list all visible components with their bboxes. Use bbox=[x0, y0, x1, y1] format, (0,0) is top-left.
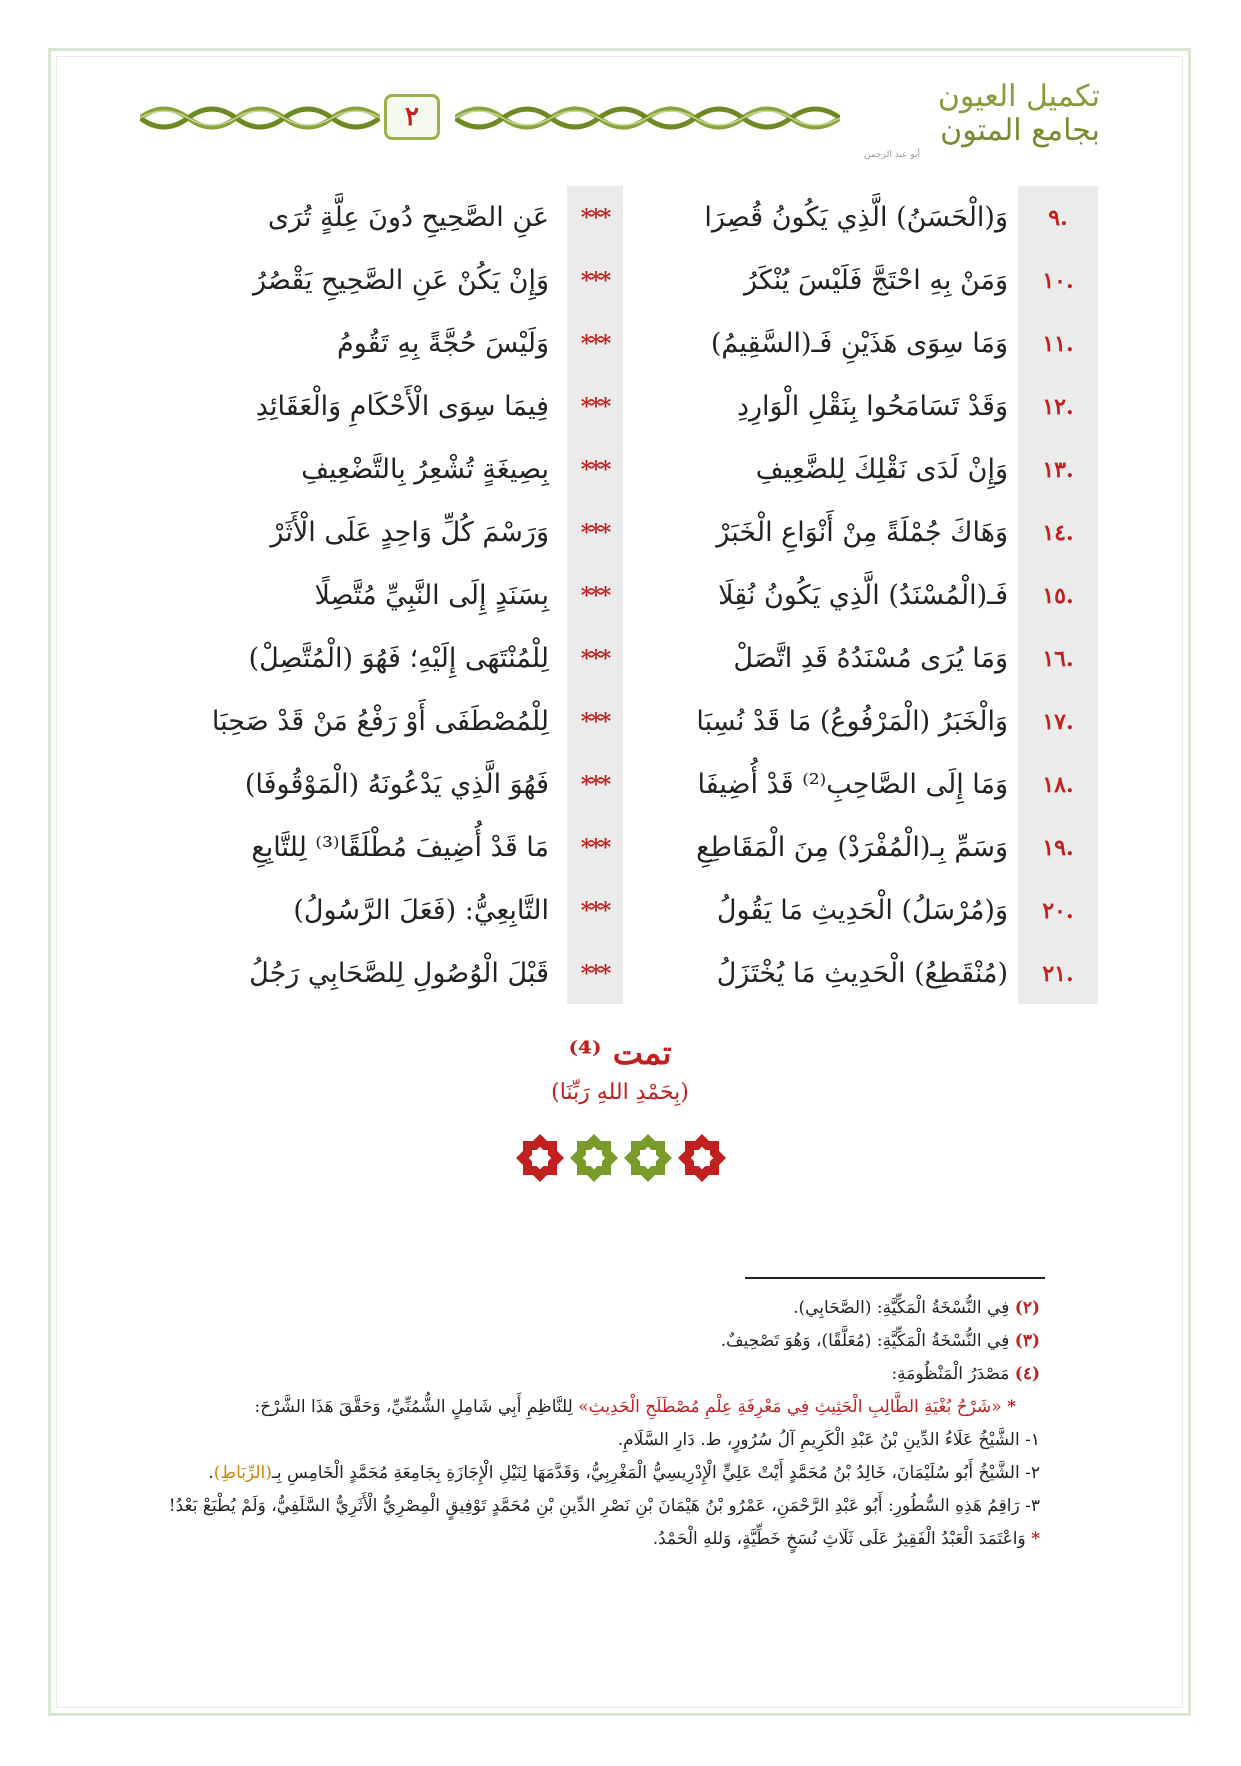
verse-row bbox=[148, 375, 1098, 438]
source-book-note: لِلنَّاظِمِ أَبِي شَامِلٍ الشُّمُنِّيِّ، وَحَقَّقَ هَذَا الشَّرْحَ: bbox=[254, 1397, 573, 1417]
verse-row bbox=[148, 312, 1098, 375]
braid-ornament-right bbox=[455, 100, 840, 136]
verse-separator: *** bbox=[580, 456, 610, 483]
verse-separator: *** bbox=[580, 645, 610, 672]
verse-separator: *** bbox=[580, 204, 610, 231]
verse-first-hemistich: وَقَدْ تَسَامَحُوا بِنَقْلِ الْوَارِدِ bbox=[736, 391, 1008, 422]
verse-number: .٢٠ bbox=[1042, 897, 1074, 924]
page-header bbox=[140, 80, 1100, 160]
editor-2-text: ٢- الشَّيْخُ أَبُو سُلَيْمَانَ، خَالِدُ بْنُ مُحَمَّدٍ أَيْتْ عَلِيٍّ الْإِدْرِيسِيُّ الْمَغْرِبِيُّ، وَقَدَّمَهَا لِنَيْلِ الْإِجَازَةِ بِجَامِعَةِ مُحَمَّدٍ الْخَامِسِ بِـ bbox=[271, 1463, 1040, 1483]
footnote-separator bbox=[745, 1277, 1045, 1279]
verse-second-hemistich: مَا قَدْ أُضِيفَ مُطْلَقًا⁽³⁾ لِلتَّابِعِ bbox=[251, 832, 549, 863]
verse-first-hemistich: وَ(مُرْسَلُ) الْحَدِيثِ مَا يَقُولُ bbox=[716, 895, 1008, 926]
footnote-editor-1: ١- الشَّيْخُ عَلَاءُ الدِّينِ بْنُ عَبْدِ الْكَرِيمِ آلُ سُرُورٍ، ط. دَارِ السَّلَامِ. bbox=[617, 1430, 1040, 1450]
title-line-1: تكميل العيون bbox=[937, 79, 1100, 114]
verse-number: .١٣ bbox=[1042, 456, 1074, 483]
verse-first-hemistich: وَمَنْ بِهِ احْتَجَّ فَلَيْسَ يُنْكَرُ bbox=[743, 265, 1008, 296]
footnote-text: مَصْدَرُ الْمَنْظُومَةِ: bbox=[891, 1364, 1010, 1384]
verse-second-hemistich: لِلْمُنْتَهَى إِلَيْهِ؛ فَهُوَ (الْمُتَّصِلْ) bbox=[248, 643, 549, 674]
footnote-text: فِي النُّسْخَةُ الْمَكِّيَّةِ: (مُعَلَّقًا)، وَهُوَ تَصْحِيفٌ. bbox=[720, 1331, 1010, 1351]
verse-number: .١٢ bbox=[1042, 393, 1074, 420]
verse-table bbox=[148, 186, 1098, 1005]
verse-second-hemistich: بِسَنَدٍ إِلَى النَّبِيِّ مُتَّصِلًا bbox=[314, 580, 549, 611]
verse-first-hemistich: (مُنْقَطِعُ) الْحَدِيثِ مَا يُخْتَزَلُ bbox=[716, 958, 1008, 989]
verse-second-hemistich: قَبْلَ الْوُصُولِ لِلصَّحَابِي رَجُلُ bbox=[249, 958, 549, 989]
verse-number: .١٧ bbox=[1042, 708, 1074, 735]
verse-second-hemistich: لِلْمُصْطَفَى أَوْ رَفْعُ مَنْ قَدْ صَحِبَا bbox=[211, 706, 549, 737]
verse-separator: *** bbox=[580, 960, 610, 987]
end-title: تمت ⁽⁴⁾ bbox=[568, 1034, 672, 1072]
verse-second-hemistich: التَّابِعِيُّ: (فَعَلَ الرَّسُولُ) bbox=[293, 895, 549, 926]
verse-separator: *** bbox=[580, 519, 610, 546]
verse-row bbox=[148, 186, 1098, 249]
star-ornaments bbox=[516, 1134, 726, 1182]
verse-row bbox=[148, 249, 1098, 312]
verse-first-hemistich: وَإِنْ لَدَى نَقْلِكَ لِلضَّعِيفِ bbox=[755, 454, 1008, 485]
verse-first-hemistich: وَمَا يُرَى مُسْنَدُهُ قَدِ اتَّصَلْ bbox=[733, 643, 1008, 674]
verse-row bbox=[148, 816, 1098, 879]
editor-2-end: . bbox=[208, 1463, 214, 1483]
footnote-mark: (٣) bbox=[1014, 1331, 1040, 1351]
verse-row bbox=[148, 690, 1098, 753]
verse-number: .١٩ bbox=[1042, 834, 1074, 861]
verse-separator: *** bbox=[580, 708, 610, 735]
verse-second-hemistich: عَنِ الصَّحِيحِ دُونَ عِلَّةٍ تُرَى bbox=[267, 202, 549, 233]
end-subtitle: (بِحَمْدِ اللهِ رَبِّنَا) bbox=[551, 1080, 689, 1105]
footnote-editor-2 bbox=[208, 1457, 1040, 1490]
verse-separator: *** bbox=[580, 834, 610, 861]
verse-number: .٢١ bbox=[1042, 960, 1074, 987]
verse-row bbox=[148, 753, 1098, 816]
verse-separator: *** bbox=[580, 330, 610, 357]
verse-row bbox=[148, 564, 1098, 627]
footnote-mark: (٢) bbox=[1014, 1298, 1040, 1318]
verse-second-hemistich: وَرَسْمَ كُلِّ وَاحِدٍ عَلَى الْأَثَرْ bbox=[270, 517, 549, 548]
verse-number: .١٠ bbox=[1042, 267, 1074, 294]
verse-separator: *** bbox=[580, 897, 610, 924]
page-number-badge: ٢ bbox=[384, 94, 440, 140]
footnote-mark: (٤) bbox=[1014, 1364, 1040, 1384]
verse-separator: *** bbox=[580, 267, 610, 294]
star-ornament-icon bbox=[570, 1134, 618, 1182]
closing-text: وَاعْتَمَدَ الْعَبْدُ الْفَقِيرُ عَلَى ثَلَاثِ نُسَخٍ خَطِّيَّةٍ، وَللهِ الْحَمْدُ. bbox=[652, 1529, 1026, 1549]
verse-number: .١٥ bbox=[1042, 582, 1074, 609]
star-ornament-icon bbox=[516, 1134, 564, 1182]
verse-row bbox=[148, 438, 1098, 501]
verse-first-hemistich: وَسَمِّ بِـ(الْمُفْرَدْ) مِنَ الْمَقَاطِعِ bbox=[696, 832, 1008, 863]
title-line-2: بجامع المتون bbox=[940, 113, 1100, 148]
footnotes bbox=[168, 1292, 1040, 1556]
footnote-4 bbox=[250, 1358, 1040, 1391]
footnote-editor-3: ٣- رَاقِمُ هَذِهِ السُّطُورِ: أَبُو عَبْدِ الرَّحْمَنِ، عَمْرُو بْنُ هَيْمَانَ بْنِ نَصْرِ الدِّينِ بْنِ مُحَمَّدٍ تَوْفِيقٍ الْمِصْرِيُّ الْأَثَرِيُّ السَّلَفِيُّ، وَلَمْ يُطْبَعْ بَعْدُ! bbox=[168, 1496, 1040, 1516]
verse-number: .٩ bbox=[1048, 204, 1068, 231]
verse-separator: *** bbox=[580, 582, 610, 609]
asterisk-icon: * bbox=[1007, 1397, 1016, 1417]
verse-second-hemistich: فَهُوَ الَّذِي يَدْعُونَهُ (الْمَوْقُوفَا) bbox=[244, 769, 549, 800]
footnote-source-line bbox=[250, 1391, 1040, 1424]
footnote-text: فِي النُّسْخَةُ الْمَكِّيَّةِ: (الصَّحَابِي). bbox=[793, 1298, 1010, 1318]
verse-number: .١٤ bbox=[1042, 519, 1074, 546]
verse-second-hemistich: وَلَيْسَ حُجَّةً بِهِ تَقُومُ bbox=[336, 328, 549, 359]
asterisk-icon: * bbox=[1031, 1529, 1040, 1549]
verse-number: .١١ bbox=[1042, 330, 1074, 357]
footnote-closing-line bbox=[250, 1523, 1040, 1556]
verse-first-hemistich: وَهَاكَ جُمْلَةً مِنْ أَنْوَاعِ الْخَبَرْ bbox=[716, 517, 1008, 548]
book-title bbox=[860, 80, 1100, 160]
star-ornament-icon bbox=[624, 1134, 672, 1182]
verse-second-hemistich: وَإِنْ يَكُنْ عَنِ الصَّحِيحِ يَقْصُرُ bbox=[253, 265, 549, 296]
footnote-2 bbox=[250, 1292, 1040, 1325]
verse-separator: *** bbox=[580, 393, 610, 420]
verse-first-hemistich: فَـ(الْمُسْنَدُ) الَّذِي يَكُونُ نُقِلَا bbox=[718, 580, 1008, 611]
verse-row bbox=[148, 627, 1098, 690]
verse-number: .١٨ bbox=[1042, 771, 1074, 798]
editor-2-city: (الرِّبَاطِ) bbox=[213, 1463, 272, 1483]
verse-first-hemistich: وَمَا إِلَى الصَّاحِبِ⁽²⁾ قَدْ أُضِيفَا bbox=[697, 769, 1008, 800]
verse-second-hemistich: فِيمَا سِوَى الْأَحْكَامِ وَالْعَقَائِدِ bbox=[255, 391, 549, 422]
verse-second-hemistich: بِصِيغَةٍ تُشْعِرُ بِالتَّضْعِيفِ bbox=[301, 454, 549, 485]
source-book-title: «شَرْحُ بُغْيَةِ الطَّالِبِ الْحَثِيثِ فِي مَعْرِفَةِ عِلْمِ مُصْطَلَحِ الْحَدِيثِ» bbox=[578, 1397, 1002, 1417]
braid-ornament-left bbox=[140, 100, 380, 136]
verse-first-hemistich: وَ(الْحَسَنُ) الَّذِي يَكُونُ قُصِرَا bbox=[704, 202, 1008, 233]
verse-row bbox=[148, 879, 1098, 942]
verse-number: .١٦ bbox=[1042, 645, 1074, 672]
verse-row bbox=[148, 942, 1098, 1005]
star-ornament-icon bbox=[678, 1134, 726, 1182]
verse-first-hemistich: وَمَا سِوَى هَذَيْنِ فَـ(السَّقِيمُ) bbox=[710, 328, 1008, 359]
verse-first-hemistich: وَالْخَبَرُ (الْمَرْفُوعُ) مَا قَدْ نُسِبَا bbox=[696, 706, 1008, 737]
footnote-3 bbox=[250, 1325, 1040, 1358]
verse-row bbox=[148, 501, 1098, 564]
verse-separator: *** bbox=[580, 771, 610, 798]
title-author: أبو عبد الرحمن bbox=[864, 150, 921, 160]
